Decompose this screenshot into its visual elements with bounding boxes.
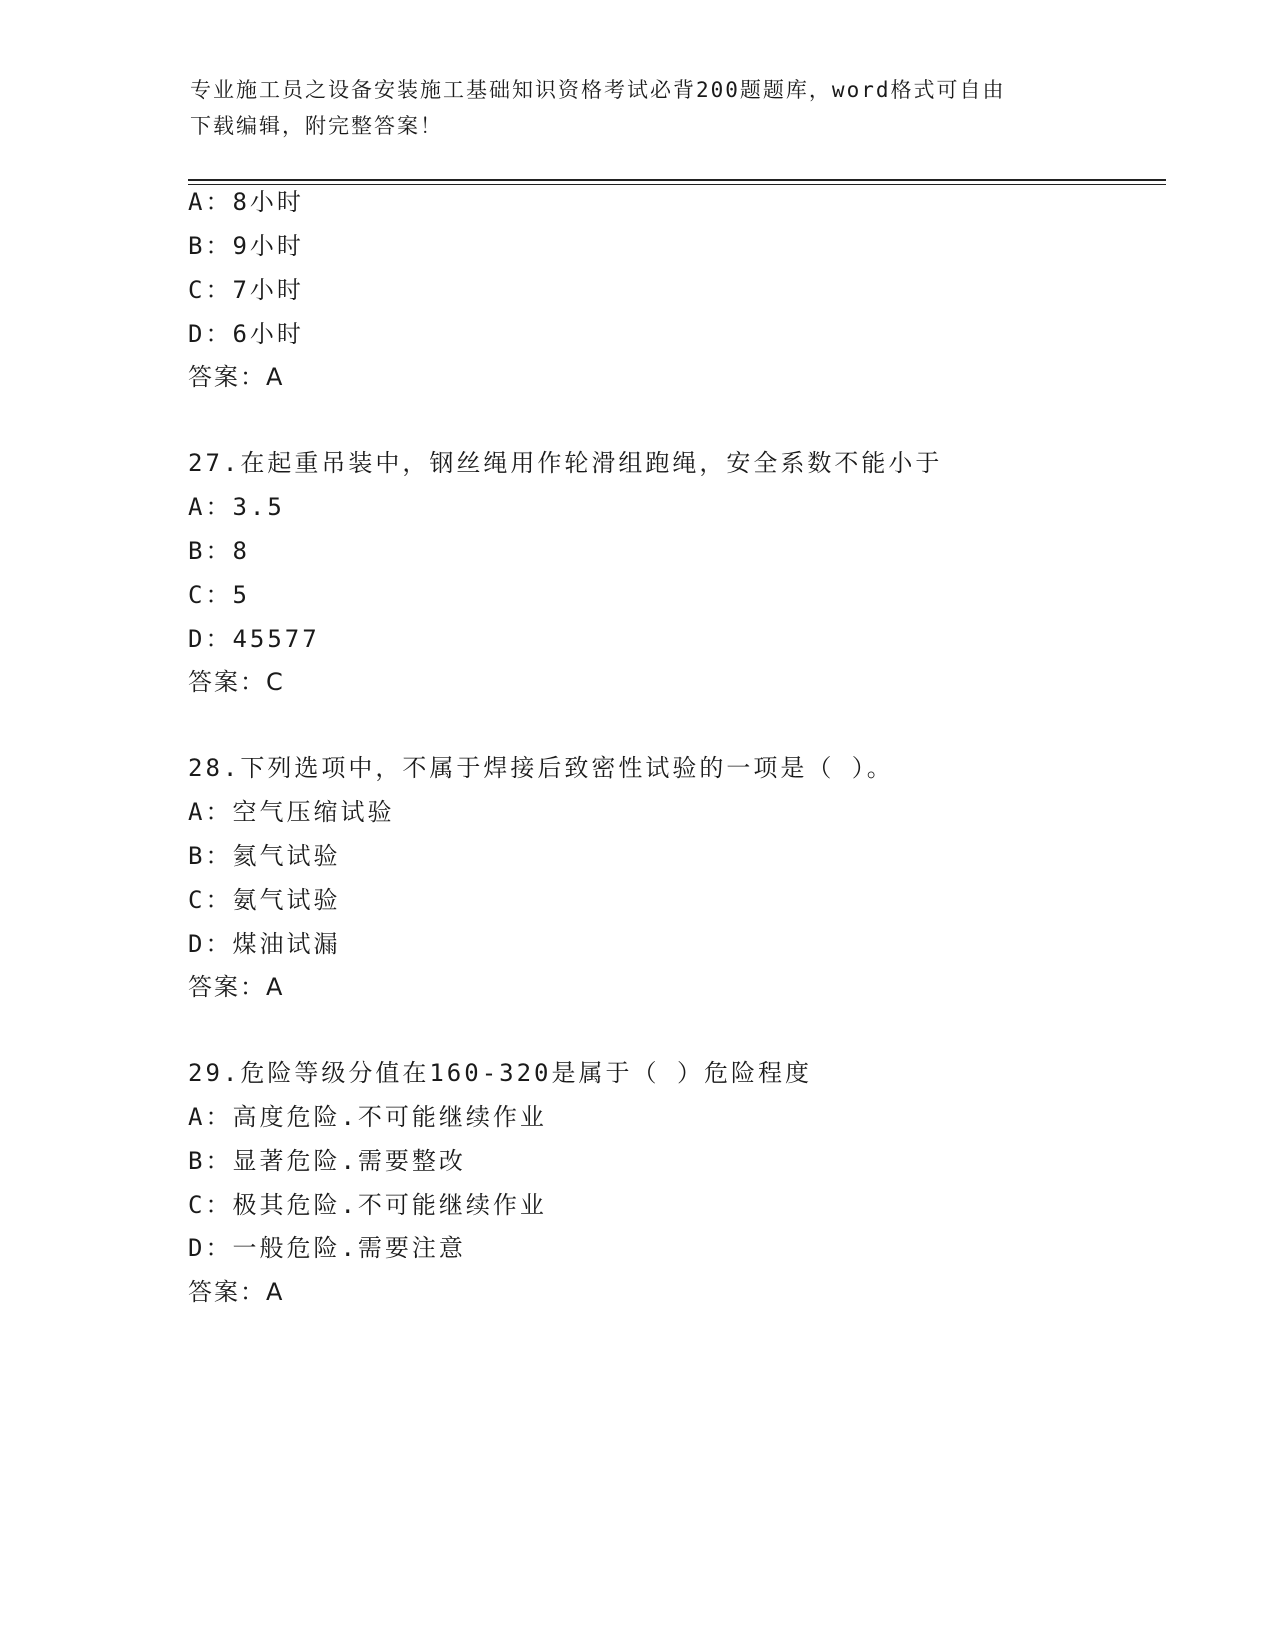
- q28-option-c: C：氨气试验: [188, 886, 341, 914]
- q29-title: 29.危险等级分值在160-320是属于（ ）危险程度: [188, 1059, 812, 1087]
- q27-title: 27.在起重吊装中，钢丝绳用作轮滑组跑绳，安全系数不能小于: [188, 449, 943, 477]
- q29-option-b: B：显著危险.需要整改: [188, 1147, 466, 1175]
- q29-option-c: C：极其危险.不可能继续作业: [188, 1191, 547, 1219]
- q26-answer: 答案：A: [188, 363, 285, 391]
- q27-option-d: D：45577: [188, 625, 320, 653]
- q27-option-b: B：8: [188, 537, 250, 565]
- header-line-1: 专业施工员之设备安装施工基础知识资格考试必背200题题库，word格式可自由: [190, 78, 1006, 102]
- q28-option-b: B：氦气试验: [188, 842, 341, 870]
- q26-option-c: C：7小时: [188, 276, 304, 304]
- q28-option-a: A：空气压缩试验: [188, 798, 395, 826]
- q28-answer: 答案：A: [188, 973, 285, 1001]
- q27-option-c: C：5: [188, 581, 250, 609]
- q26-option-b: B：9小时: [188, 232, 304, 260]
- q29-answer: 答案：A: [188, 1278, 285, 1306]
- q27-answer: 答案：C: [188, 668, 285, 696]
- header-line-2: 下载编辑，附完整答案！: [190, 114, 443, 138]
- header-divider: [188, 179, 1166, 185]
- q29-option-d: D：一般危险.需要注意: [188, 1234, 466, 1262]
- q28-option-d: D：煤油试漏: [188, 930, 341, 958]
- q29-option-a: A：高度危险.不可能继续作业: [188, 1103, 547, 1131]
- q27-option-a: A：3.5: [188, 493, 285, 521]
- document-header: [190, 72, 1090, 144]
- q26-option-d: D：6小时: [188, 320, 304, 348]
- q28-title: 28.下列选项中，不属于焊接后致密性试验的一项是（ ）。: [188, 754, 894, 782]
- q26-option-a: A：8小时: [188, 188, 304, 216]
